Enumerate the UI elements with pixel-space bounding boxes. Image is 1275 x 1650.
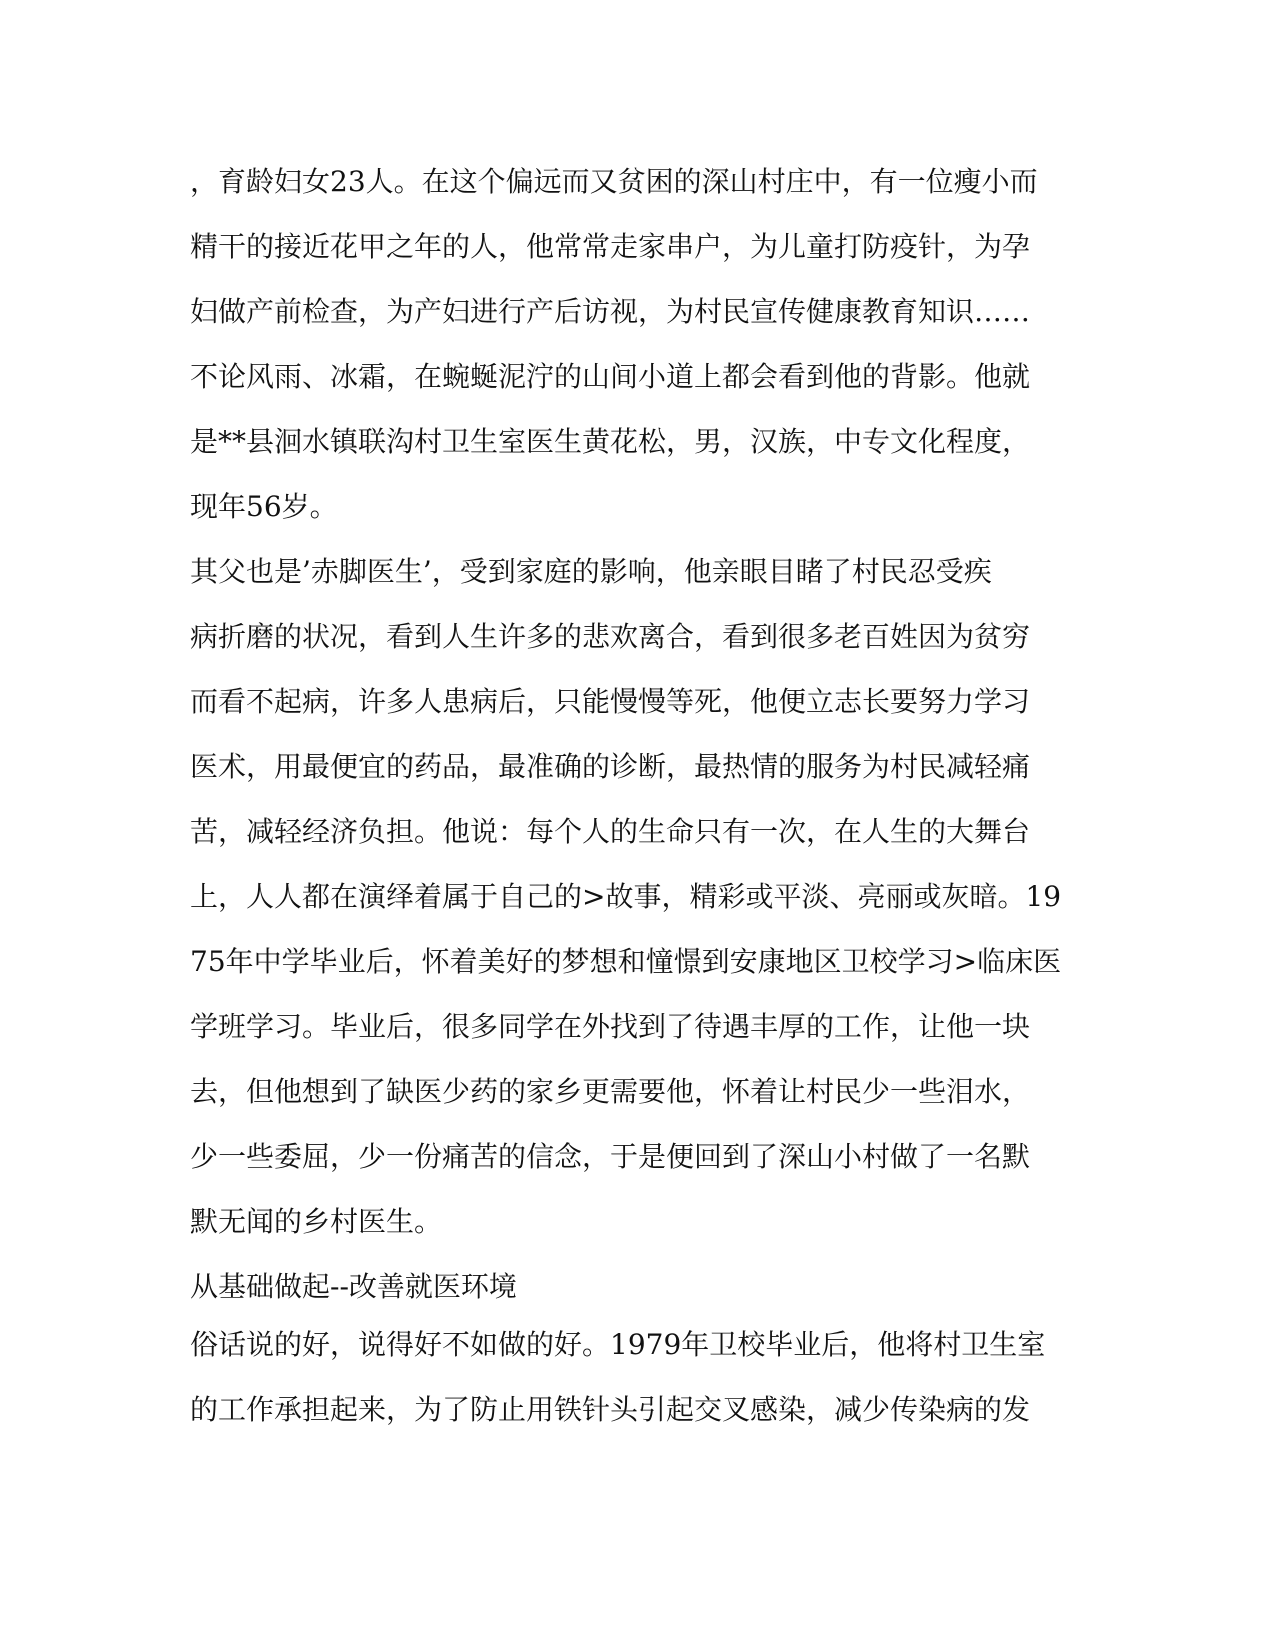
section-heading: 从基础做起--改善就医环境	[190, 1270, 517, 1303]
text-line: ，育龄妇女23人。在这个偏远而又贫困的深山村庄中，有一位瘦小而	[190, 165, 1038, 198]
text-line: 默无闻的乡村医生。	[190, 1205, 443, 1238]
text-line: 学班学习。毕业后，很多同学在外找到了待遇丰厚的工作，让他一块	[190, 1010, 1031, 1043]
text-line: 医术，用最便宜的药品，最准确的诊断，最热情的服务为村民减轻痛	[190, 750, 1031, 783]
text-line: 妇做产前检查，为产妇进行产后访视，为村民宣传健康教育知识……	[190, 295, 1031, 328]
text-line: 现年56岁。	[190, 490, 338, 523]
text-line: 75年中学毕业后，怀着美好的梦想和憧憬到安康地区卫校学习>临床医	[190, 945, 1062, 978]
body-text	[190, 158, 1070, 1451]
text-line: 少一些委屈，少一份痛苦的信念，于是便回到了深山小村做了一名默	[190, 1140, 1031, 1173]
text-line: 去，但他想到了缺医少药的家乡更需要他，怀着让村民少一些泪水，	[190, 1075, 1031, 1108]
text-line: 上，人人都在演绎着属于自己的>故事，精彩或平淡、亮丽或灰暗。19	[190, 880, 1062, 913]
text-line: 的工作承担起来，为了防止用铁针头引起交叉感染，减少传染病的发	[190, 1393, 1031, 1426]
text-line: 病折磨的状况，看到人生许多的悲欢离合，看到很多老百姓因为贫穷	[190, 620, 1031, 653]
text-line: 苦，减轻经济负担。他说：每个人的生命只有一次，在人生的大舞台	[190, 815, 1031, 848]
text-line: 其父也是’赤脚医生’，受到家庭的影响，他亲眼目睹了村民忍受疾	[190, 555, 992, 588]
text-line: 俗话说的好，说得好不如做的好。1979年卫校毕业后，他将村卫生室	[190, 1328, 1046, 1361]
text-line: 不论风雨、冰霜，在蜿蜒泥泞的山间小道上都会看到他的背影。他就	[190, 360, 1031, 393]
text-line: 是**县洄水镇联沟村卫生室医生黄花松，男，汉族，中专文化程度，	[190, 425, 1031, 458]
text-line: 精干的接近花甲之年的人，他常常走家串户，为儿童打防疫针，为孕	[190, 230, 1031, 263]
text-line: 而看不起病，许多人患病后，只能慢慢等死，他便立志长要努力学习	[190, 685, 1031, 718]
